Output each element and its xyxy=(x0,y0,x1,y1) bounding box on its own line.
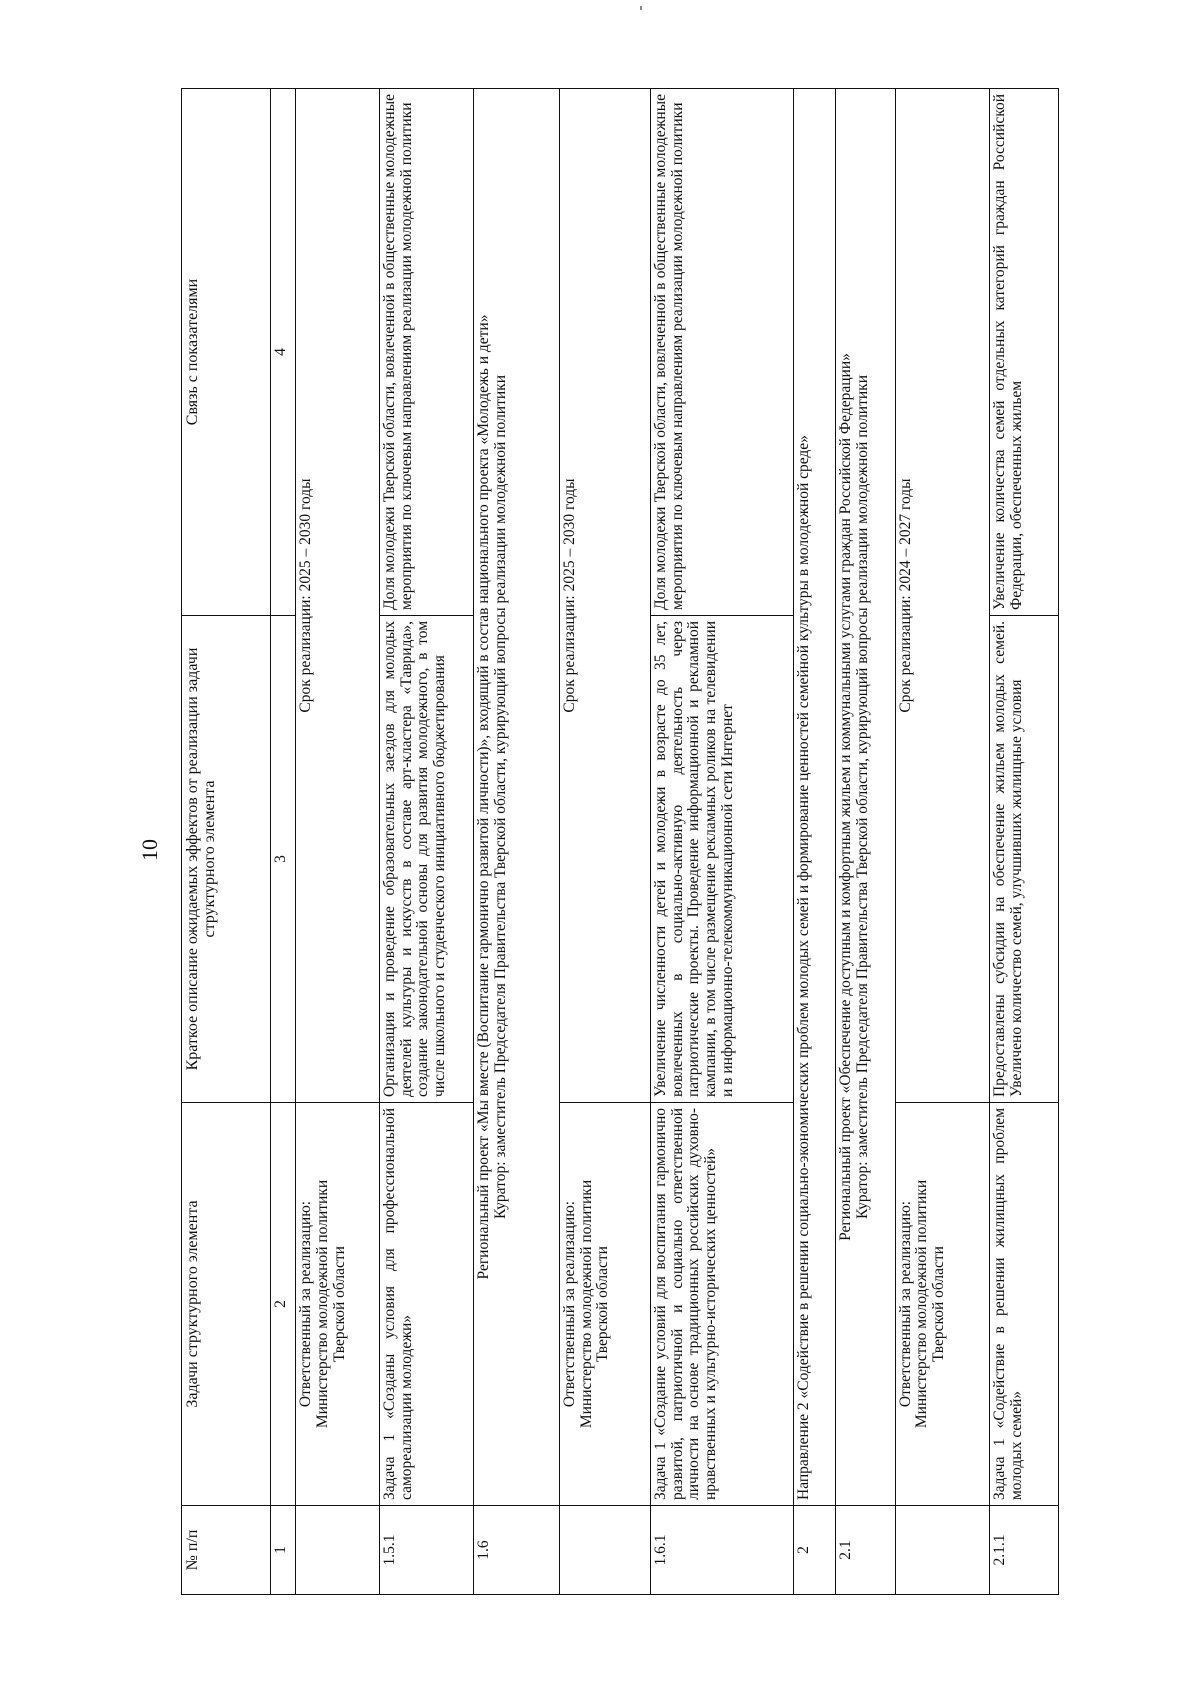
direction-title: Направление 2 «Содействие в решении социально-экономических проблем молодых семей и формирование ценностей семейной культуры в молодежной среде» xyxy=(794,89,836,1506)
col-number-3: 3 xyxy=(270,616,295,1103)
task-cell: Задача 1 «Создание условий для воспитания гармонично развитой, патриотичной и социально ответственной личности на основе традиционных российских духовно-нравственных и культурно-исторических ценностей» xyxy=(650,1103,793,1506)
responsible-cell xyxy=(559,1103,650,1506)
empty-cell xyxy=(296,1506,380,1595)
project-curator: Куратор: заместитель Председателя Правительства Тверской области, курирующий вопросы реализации молодежной политики xyxy=(491,375,509,1220)
row-number: 2.1 xyxy=(836,1506,896,1595)
responsible-label: Ответственный за реализацию: xyxy=(297,1200,315,1408)
col-number-4: 4 xyxy=(270,89,295,616)
project-title: Региональный проект «Мы вместе (Воспитание гармонично развитой личности)», входящий в состав национального проекта «Молодежь и дети» xyxy=(474,314,492,1280)
indicator-link-cell: Увеличение количества семей отдельных категорий граждан Российской Федерации, обеспеченных жильем xyxy=(989,89,1058,616)
project-curator: Куратор: заместитель Председателя Правительства Тверской области, курирующий вопросы реализации молодежной политики xyxy=(853,375,871,1220)
responsible-cell xyxy=(895,1103,989,1506)
header-link: Связь с показателями xyxy=(182,89,271,616)
table-row xyxy=(895,89,989,1595)
column-number-row xyxy=(270,89,295,1595)
project-title-cell xyxy=(473,89,559,1506)
col-number-2: 2 xyxy=(270,1103,295,1506)
responsible-label: Ответственный за реализацию: xyxy=(560,1200,578,1408)
term-cell: Срок реализации: 2024 – 2027 годы xyxy=(895,89,989,1103)
rotated-table-container xyxy=(181,89,1059,1595)
col-number-1: 1 xyxy=(270,1506,295,1595)
table-row xyxy=(989,89,1058,1595)
header-num: № п/п xyxy=(182,1506,271,1595)
structural-elements-table xyxy=(181,88,1059,1595)
effects-cell: Организация и проведение образовательных заездов для молодых деятелей культуры и искусств в составе арт-кластера «Таврида», создание законодательной основы для развития молодежного, в том числе школьного и студенческого инициативного бюджетирования xyxy=(379,616,473,1103)
responsible-region: Тверской области xyxy=(330,1246,348,1362)
effects-cell: Увеличение численности детей и молодежи в возрасте до 35 лет, вовлеченных в социально-активную деятельность через патриотические проекты. Проведение информационной и рекламной кампании, в том числе размещение рекламных роликов на телевидении и в информационно-телекоммуникационной сети Интернет xyxy=(650,616,793,1103)
page-number: 10 xyxy=(137,839,162,861)
empty-cell xyxy=(895,1506,989,1595)
task-cell: Задача 1 «Содействие в решении жилищных проблем молодых семей» xyxy=(989,1103,1058,1506)
table-row xyxy=(836,89,896,1595)
header-effects: Краткое описание ожидаемых эффектов от реализации задачи структурного элемента xyxy=(182,616,271,1103)
responsible-region: Тверской области xyxy=(930,1246,948,1362)
row-number: 1.6 xyxy=(473,1506,559,1595)
responsible-ministry: Министерство молодежной политики xyxy=(577,1179,595,1429)
scan-speck xyxy=(640,6,642,10)
term-cell: Срок реализации: 2025 – 2030 годы xyxy=(559,89,650,1103)
indicator-link-cell: Доля молодежи Тверской области, вовлеченной в общественные молодежные мероприятия по ключевым направлениям реализации молодежной политики xyxy=(379,89,473,616)
responsible-cell xyxy=(296,1103,380,1506)
table-row xyxy=(650,89,793,1595)
table-row xyxy=(559,89,650,1595)
effects-cell: Предоставлены субсидии на обеспечение жильем молодых семей. Увеличено количество семей, улучшивших жилищные условия xyxy=(989,616,1058,1103)
project-title: Региональный проект «Обеспечение доступным и комфортным жильем и коммунальными услугами граждан Российской Федерации» xyxy=(837,353,855,1241)
row-number: 2 xyxy=(794,1506,836,1595)
table-row xyxy=(379,89,473,1595)
table-row xyxy=(473,89,559,1595)
row-number: 2.1.1 xyxy=(989,1506,1058,1595)
row-number: 1.6.1 xyxy=(650,1506,793,1595)
term-cell: Срок реализации: 2025 – 2030 годы xyxy=(296,89,380,1103)
row-number: 1.5.1 xyxy=(379,1506,473,1595)
responsible-label: Ответственный за реализацию: xyxy=(896,1200,914,1408)
responsible-region: Тверской области xyxy=(594,1246,612,1362)
header-row xyxy=(182,89,271,1595)
indicator-link-cell: Доля молодежи Тверской области, вовлеченной в общественные молодежные мероприятия по ключевым направлениям реализации молодежной политики xyxy=(650,89,793,616)
task-cell: Задача 1 «Созданы условия для профессиональной самореализации молодежи» xyxy=(379,1103,473,1506)
responsible-ministry: Министерство молодежной политики xyxy=(913,1179,931,1429)
table-row xyxy=(794,89,836,1595)
header-task: Задачи структурного элемента xyxy=(182,1103,271,1506)
table-row xyxy=(296,89,380,1595)
project-title-cell xyxy=(836,89,896,1506)
empty-cell xyxy=(559,1506,650,1595)
responsible-ministry: Министерство молодежной политики xyxy=(313,1179,331,1429)
